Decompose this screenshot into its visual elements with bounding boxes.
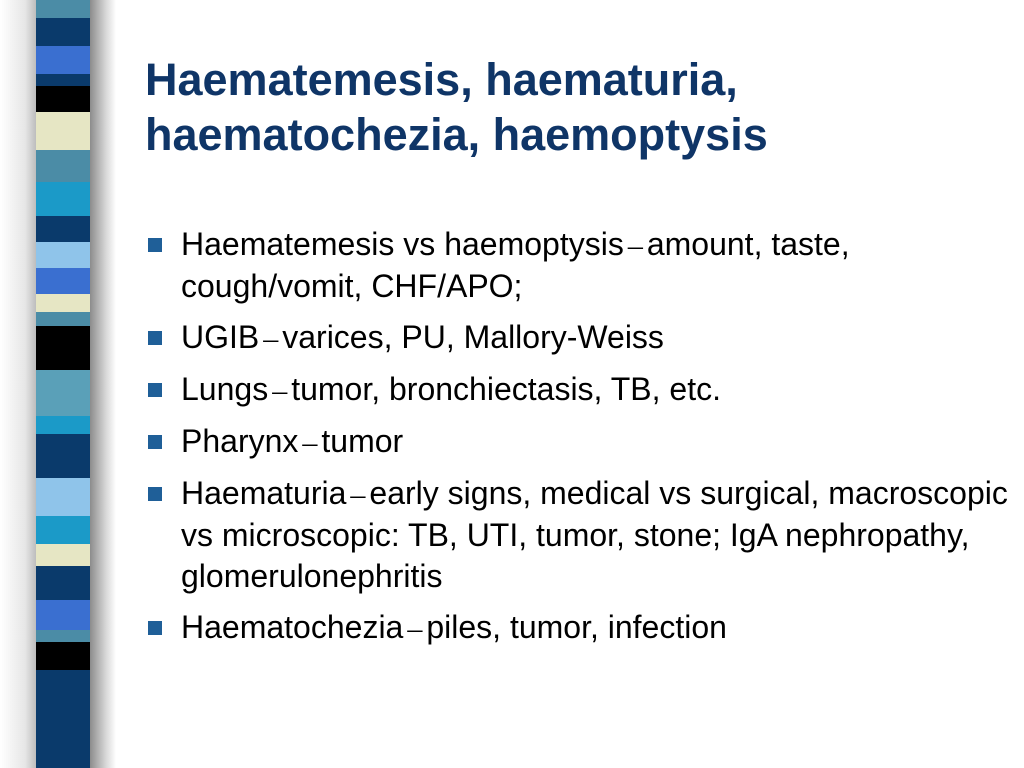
bullet-text: early signs, medical vs surgical, macroscopic vs microscopic: TB, UTI, tumor, stone; IgA nephropathy, glomerulonephritis <box>181 475 1008 594</box>
bullet-dash: – <box>350 478 366 511</box>
decorative-stripe <box>36 150 98 182</box>
decorative-stripe <box>36 112 98 150</box>
bullet-text: tumor <box>321 423 404 459</box>
decorative-stripe <box>36 630 98 642</box>
decorative-stripe <box>36 268 98 294</box>
bullet-item-haematochezia <box>145 607 1015 649</box>
decorative-stripe <box>36 416 98 434</box>
bullet-text: tumor, bronchiectasis, TB, etc. <box>291 371 721 407</box>
decorative-stripe <box>36 294 98 312</box>
square-bullet-icon <box>148 621 162 635</box>
decorative-stripe <box>36 642 98 670</box>
decorative-shadow-right <box>90 0 116 768</box>
bullet-item-ugib <box>145 317 1015 359</box>
decorative-stripe <box>36 242 98 268</box>
decorative-stripe <box>36 0 98 18</box>
decorative-stripe <box>36 448 98 478</box>
square-bullet-icon <box>148 238 162 252</box>
bullet-text: piles, tumor, infection <box>426 609 727 645</box>
bullet-text: varices, PU, Mallory-Weiss <box>282 319 664 355</box>
bullet-dash: – <box>263 322 279 355</box>
decorative-stripe <box>36 216 98 242</box>
bullet-dash: – <box>627 229 643 262</box>
bullet-text: amount, taste, cough/vomit, CHF/APO; <box>181 226 850 304</box>
slide-title-line-1: Haematemesis, haematuria, <box>145 54 738 105</box>
bullet-item-pharynx <box>145 421 1015 463</box>
decorative-stripe <box>36 684 98 768</box>
decorative-stripe <box>36 370 98 416</box>
decorative-stripe <box>36 74 98 86</box>
bullet-item-haematemesis <box>145 224 1015 307</box>
square-bullet-icon <box>148 331 162 345</box>
bullet-dash: – <box>302 426 318 459</box>
decorative-stripe <box>36 566 98 600</box>
decorative-stripe <box>36 326 98 370</box>
decorative-stripe <box>36 434 98 448</box>
decorative-stripe <box>36 544 98 566</box>
bullet-term: Haematuria <box>181 475 347 511</box>
bullet-term: Haematemesis vs haemoptysis <box>181 226 624 262</box>
decorative-stripe <box>36 86 98 112</box>
bullet-term: Haematochezia <box>181 609 404 645</box>
decorative-stripe <box>36 670 98 684</box>
square-bullet-icon <box>148 383 162 397</box>
square-bullet-icon <box>148 487 162 501</box>
decorative-stripe <box>36 516 98 544</box>
bullet-item-lungs <box>145 369 1015 411</box>
decorative-stripe <box>36 600 98 630</box>
decorative-striped-column <box>36 0 98 768</box>
bullet-dash: – <box>272 374 288 407</box>
decorative-stripe <box>36 312 98 326</box>
decorative-stripe <box>36 46 98 74</box>
bullet-list <box>145 224 1015 659</box>
bullet-item-haematuria <box>145 473 1015 597</box>
decorative-stripe <box>36 182 98 216</box>
bullet-dash: – <box>407 612 423 645</box>
decorative-stripe <box>36 478 98 516</box>
square-bullet-icon <box>148 435 162 449</box>
bullet-term: Lungs <box>181 371 269 407</box>
slide-title-line-2: haematochezia, haemoptysis <box>145 109 768 160</box>
bullet-term: Pharynx <box>181 423 299 459</box>
decorative-shadow-left <box>0 0 36 768</box>
slide-title <box>145 52 1005 162</box>
bullet-term: UGIB <box>181 319 260 355</box>
decorative-stripe <box>36 18 98 46</box>
